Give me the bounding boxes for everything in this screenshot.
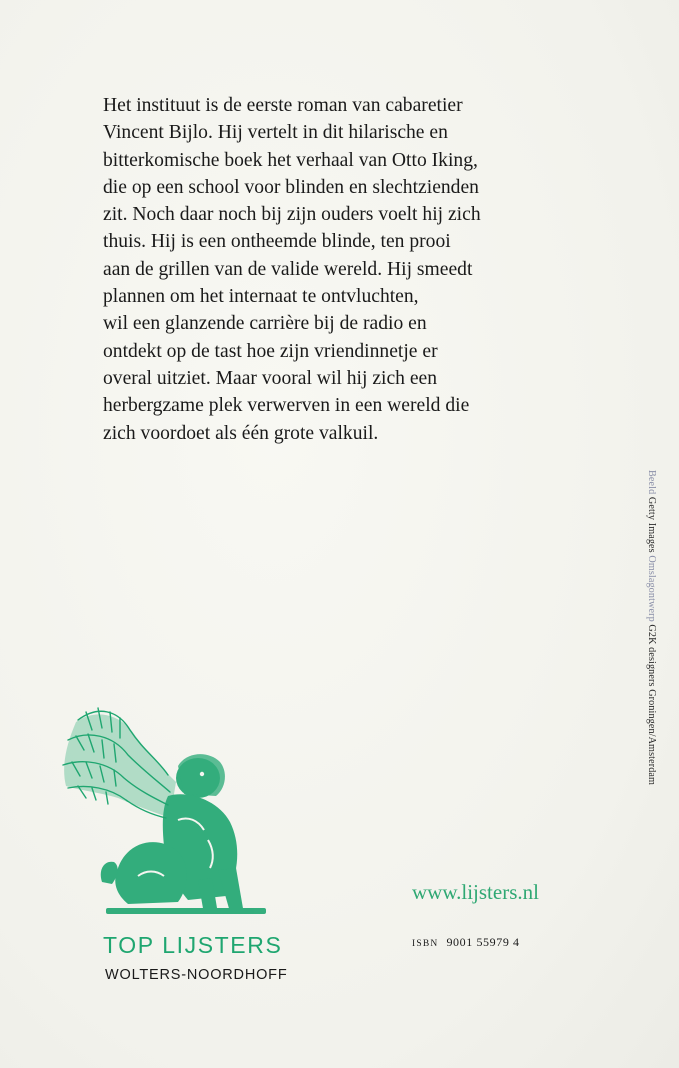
blurb-line: wil een glanzende carrière bij de radio en	[103, 313, 427, 335]
image-credit-label: Beeld	[646, 470, 657, 495]
blurb-line: ontdekt op de tast hoe zijn vriendinnetje er	[103, 340, 438, 362]
blurb-line: zit. Noch daar noch bij zijn ouders voelt hij zich	[103, 204, 481, 226]
blurb-line: zich voordoet als één grote valkuil.	[103, 422, 379, 444]
publisher-name: WOLTERS-NOORDHOFF	[105, 967, 288, 983]
blurb-line: bitterkomische boek het verhaal van Otto Iking,	[103, 149, 478, 171]
isbn-number: 9001 55979 4	[446, 935, 520, 949]
design-credit-label: Omslagontwerp	[646, 555, 657, 622]
blurb-line: overal uitziet. Maar vooral wil hij zich een	[103, 367, 438, 389]
blurb-line: plannen om het internaat te ontvluchten,	[103, 286, 419, 308]
series-title: TOP LIJSTERS	[103, 932, 283, 958]
cover-credits	[646, 470, 657, 785]
blurb-line: Het instituut is de eerste roman van cabaretier	[103, 95, 463, 116]
blurb-line: Vincent Bijlo. Hij vertelt in dit hilarische en	[103, 122, 448, 144]
design-credit: G2K designers Groningen/Amsterdam	[646, 624, 657, 786]
winged-lion-statue-icon	[58, 700, 278, 925]
blurb-line: herbergzame plek verwerven in een wereld die	[103, 395, 470, 417]
blurb-line: aan de grillen van de valide wereld. Hij smeedt	[103, 258, 473, 280]
blurb-line: die op een school voor blinden en slechtzienden	[103, 176, 479, 198]
website-link[interactable]: www.lijsters.nl	[412, 880, 539, 904]
isbn	[412, 935, 520, 950]
blurb-line: thuis. Hij is een ontheemde blinde, ten prooi	[103, 231, 451, 253]
image-credit: Getty Images	[646, 496, 657, 553]
blurb-text	[103, 92, 543, 447]
isbn-label: ISBN	[412, 939, 439, 949]
